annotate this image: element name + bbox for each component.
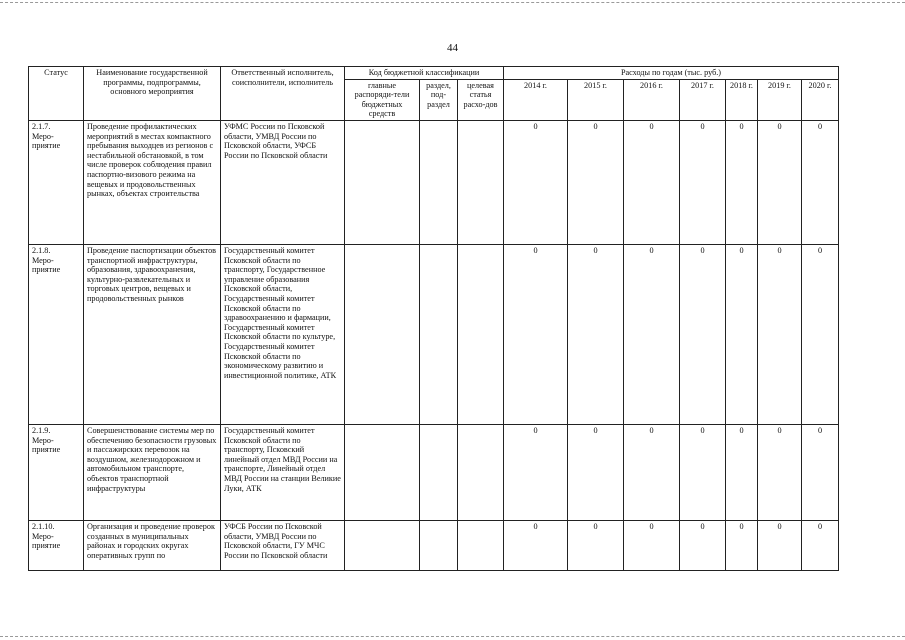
- row-value: 0: [504, 424, 568, 520]
- row-value: 0: [568, 244, 624, 424]
- row-code: [458, 244, 504, 424]
- header-year: 2016 г.: [624, 79, 680, 120]
- row-value: 0: [504, 120, 568, 244]
- row-value: 0: [726, 120, 758, 244]
- row-code: [458, 424, 504, 520]
- row-value: 0: [680, 520, 726, 570]
- page-number: 44: [447, 42, 458, 54]
- row-executor: УФСБ России по Псковской области, УМВД России по Псковской области, ГУ МЧС России по Псковской области: [221, 520, 345, 570]
- row-code: [345, 520, 420, 570]
- row-value: 0: [680, 244, 726, 424]
- row-code: [420, 120, 458, 244]
- header-name: Наименование государственной программы, подпрограммы, основного мероприятия: [84, 67, 221, 121]
- row-status: [29, 120, 84, 244]
- program-table: [28, 66, 839, 571]
- scan-top-edge: [0, 2, 905, 3]
- row-executor: Государственный комитет Псковской области по транспорту, Государственное управление образования Псковской области, Государственный комитет Псковской области по здравоохранению и фармации, Государственный комитет Псковской области по культуре, Государственный комитет Псковской области по экономическому развитию и инвестиционной политике, АТК: [221, 244, 345, 424]
- header-year: 2014 г.: [504, 79, 568, 120]
- row-executor: УФМС России по Псковской области, УМВД России по Псковской области, УФСБ России по Псковской области: [221, 120, 345, 244]
- row-value: 0: [624, 520, 680, 570]
- row-value: 0: [504, 520, 568, 570]
- row-code: [458, 520, 504, 570]
- header-year: 2015 г.: [568, 79, 624, 120]
- table-body: [29, 120, 839, 570]
- row-code: [458, 120, 504, 244]
- header-year: 2017 г.: [680, 79, 726, 120]
- row-executor: Государственный комитет Псковской области по транспорту, Псковский линейный отдел МВД России на транспорте, Линейный отдел МВД России на станции Великие Луки, АТК: [221, 424, 345, 520]
- header-executor: Ответственный исполнитель, соисполнители, исполнитель: [221, 67, 345, 121]
- row-value: 0: [758, 120, 802, 244]
- row-id: 2.1.10.: [32, 521, 55, 531]
- header-expenses: Расходы по годам (тыс. руб.): [504, 67, 839, 80]
- row-code: [345, 424, 420, 520]
- row-status: [29, 424, 84, 520]
- table-row: [29, 424, 839, 520]
- scan-bottom-edge: [0, 636, 905, 637]
- row-name: Совершенствование системы мер по обеспечению безопасности грузовых и пассажирских перевозок на воздушном, железнодорожном и автомобильном транспорте, объектов транспортной инфраструктуры: [84, 424, 221, 520]
- row-value: 0: [726, 520, 758, 570]
- row-value: 0: [802, 424, 839, 520]
- header-status: Статус: [29, 67, 84, 121]
- row-value: 0: [680, 120, 726, 244]
- row-type: Меро-приятие: [32, 255, 61, 275]
- row-value: 0: [624, 244, 680, 424]
- row-value: 0: [802, 120, 839, 244]
- row-id: 2.1.7.: [32, 121, 51, 131]
- row-name: Организация и проведение проверок созданных в муниципальных районах и городских округах оперативных групп по: [84, 520, 221, 570]
- row-type: Меро-приятие: [32, 131, 61, 151]
- header-budget-code: Код бюджетной классификации: [345, 67, 504, 80]
- header-year: 2020 г.: [802, 79, 839, 120]
- row-value: 0: [680, 424, 726, 520]
- table-row: [29, 520, 839, 570]
- row-code: [420, 244, 458, 424]
- row-value: 0: [802, 520, 839, 570]
- row-value: 0: [802, 244, 839, 424]
- row-code: [345, 244, 420, 424]
- row-value: 0: [504, 244, 568, 424]
- row-id: 2.1.9.: [32, 425, 51, 435]
- row-id: 2.1.8.: [32, 245, 51, 255]
- row-name: Проведение паспортизации объектов транспортной инфраструктуры, образования, здравоохранения, культурно-развлекательных и торговых центров, вещевых и продовольственных рынков: [84, 244, 221, 424]
- row-value: 0: [726, 244, 758, 424]
- row-value: 0: [568, 424, 624, 520]
- header-budget-col: раздел, под-раздел: [420, 79, 458, 120]
- table-row: [29, 244, 839, 424]
- row-value: 0: [568, 520, 624, 570]
- header-year: 2019 г.: [758, 79, 802, 120]
- row-value: 0: [758, 424, 802, 520]
- row-code: [345, 120, 420, 244]
- table-header: [29, 67, 839, 121]
- row-value: 0: [758, 244, 802, 424]
- row-value: 0: [624, 120, 680, 244]
- row-status: [29, 520, 84, 570]
- header-year: 2018 г.: [726, 79, 758, 120]
- table-row: [29, 120, 839, 244]
- row-status: [29, 244, 84, 424]
- row-code: [420, 424, 458, 520]
- row-code: [420, 520, 458, 570]
- row-value: 0: [758, 520, 802, 570]
- row-value: 0: [624, 424, 680, 520]
- row-type: Меро-приятие: [32, 531, 61, 551]
- row-value: 0: [726, 424, 758, 520]
- row-name: Проведение профилактических мероприятий в местах компактного пребывания выходцев из регионов с нестабильной обстановкой, в том числе проверок соблюдения правил паспортно-визового режима на вещевых и продовольственных рынках, объектах строительства: [84, 120, 221, 244]
- header-budget-col: главные распоряди-тели бюджетных средств: [345, 79, 420, 120]
- header-budget-col: целевая статья расхо-дов: [458, 79, 504, 120]
- row-type: Меро-приятие: [32, 435, 61, 455]
- row-value: 0: [568, 120, 624, 244]
